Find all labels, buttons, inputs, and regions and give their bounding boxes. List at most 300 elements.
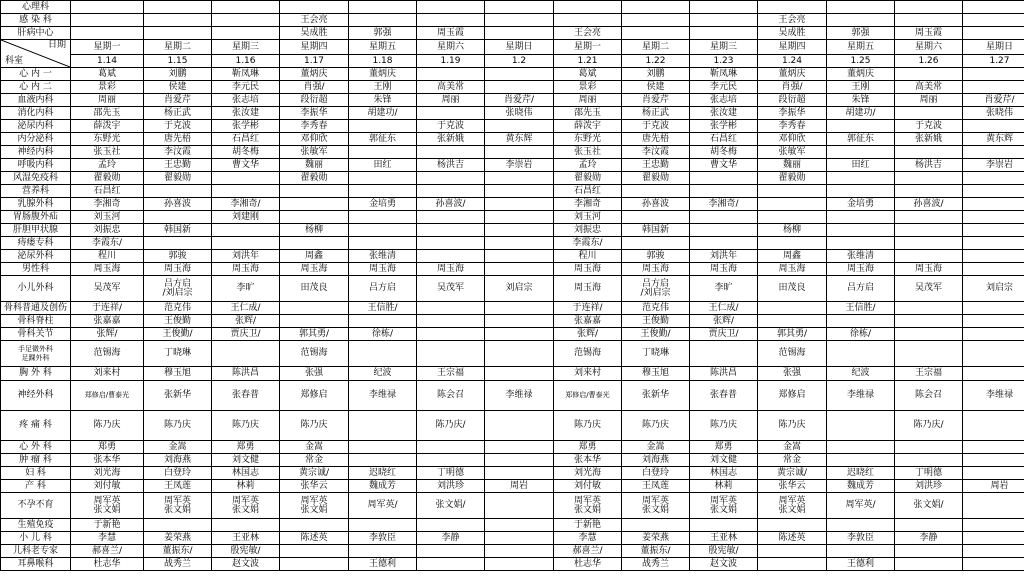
- doctor-cell: 胡冬梅: [690, 146, 758, 159]
- doctor-cell: 李慧: [71, 532, 144, 545]
- dept-name: 乳腺外科: [1, 198, 71, 211]
- doctor-cell: [827, 341, 895, 367]
- doctor-cell: [417, 302, 485, 315]
- doctor-cell: 徐栋/: [827, 328, 895, 341]
- doctor-cell: 李秀春: [280, 120, 349, 133]
- doctor-cell: 东野光: [554, 133, 622, 146]
- doctor-cell: [485, 27, 554, 40]
- dept-name: 心 内 二: [1, 81, 71, 94]
- doctor-cell: [349, 120, 417, 133]
- doctor-cell: 丁晓琳: [144, 341, 212, 367]
- doctor-cell: 张敏军: [280, 146, 349, 159]
- doctor-cell: 杜志华: [554, 558, 622, 571]
- doctor-cell: 纪波: [349, 367, 417, 381]
- doctor-cell: 周丽: [554, 94, 622, 107]
- doctor-cell: [963, 14, 1024, 27]
- weekday-header: 星期一: [554, 40, 622, 55]
- doctor-cell: [827, 172, 895, 185]
- doctor-cell: [280, 519, 349, 532]
- doctor-cell: 韩国新: [622, 224, 690, 237]
- schedule-row: [1, 68, 1024, 81]
- cell-line: 周军英: [573, 495, 601, 506]
- doctor-cell: 范锡海: [554, 341, 622, 367]
- doctor-cell: [485, 315, 554, 328]
- dept-name: 肝病中心: [1, 27, 71, 40]
- doctor-cell: [690, 519, 758, 532]
- doctor-cell: 李振华: [280, 107, 349, 120]
- doctor-cell: [485, 532, 554, 545]
- doctor-cell: 战秀兰: [144, 558, 212, 571]
- doctor-cell: 周岩: [963, 480, 1024, 493]
- schedule-row: [1, 341, 1024, 367]
- schedule-row: [1, 532, 1024, 545]
- doctor-cell: [622, 276, 690, 302]
- doctor-cell: [212, 341, 280, 367]
- doctor-cell: [212, 224, 280, 237]
- doctor-cell: 韩国新: [144, 224, 212, 237]
- dept-name: 产 科: [1, 480, 71, 493]
- doctor-cell: [895, 1, 963, 14]
- doctor-cell: [144, 27, 212, 40]
- doctor-cell: 白登玲: [144, 467, 212, 480]
- doctor-cell: 刘洪年: [690, 250, 758, 263]
- doctor-cell: [280, 237, 349, 250]
- doctor-cell: 刘振忠: [71, 224, 144, 237]
- doctor-cell: 王会亮: [554, 27, 622, 40]
- doctor-cell: 李秀春: [758, 120, 827, 133]
- doctor-cell: 张维清: [349, 250, 417, 263]
- schedule-row: [1, 185, 1024, 198]
- cell-line: 吴茂军: [93, 283, 121, 293]
- doctor-cell: [485, 1, 554, 14]
- doctor-cell: 陈乃庆/: [417, 411, 485, 441]
- dept-name: 骨科脊柱: [1, 315, 71, 328]
- doctor-cell: 李静: [895, 532, 963, 545]
- doctor-cell: 郑勇: [690, 441, 758, 454]
- doctor-cell: 薛泼宇: [554, 120, 622, 133]
- date-header: 1.25: [827, 55, 895, 68]
- dept-name: 小儿外科: [1, 276, 71, 302]
- doctor-cell: 杜志华: [71, 558, 144, 571]
- dept-name: 泌尿内科: [1, 120, 71, 133]
- doctor-cell: 纪波: [827, 367, 895, 381]
- doctor-cell: [349, 146, 417, 159]
- doctor-cell: 景彩: [71, 81, 144, 94]
- doctor-cell: 魏成芳: [827, 480, 895, 493]
- doctor-cell: 杨柳: [280, 224, 349, 237]
- doctor-cell: [827, 493, 895, 519]
- doctor-cell: 董炳庆: [349, 68, 417, 81]
- doctor-cell: 刘来村: [71, 367, 144, 381]
- cell-line: 张文娟: [573, 504, 601, 515]
- doctor-cell: 陈述英: [758, 532, 827, 545]
- doctor-cell: 周岩: [485, 480, 554, 493]
- doctor-cell: 孙喜波: [622, 198, 690, 211]
- doctor-cell: 张嘉嘉: [554, 315, 622, 328]
- doctor-cell: 刘海燕: [622, 454, 690, 467]
- doctor-cell: [349, 172, 417, 185]
- doctor-cell: 张春普: [690, 381, 758, 411]
- dept-name: [1, 341, 71, 367]
- doctor-cell: [417, 519, 485, 532]
- doctor-cell: 郑修启/曹泰光: [554, 381, 622, 411]
- doctor-cell: 黄东辉: [485, 133, 554, 146]
- doctor-cell: 王俊勤/: [622, 328, 690, 341]
- doctor-cell: [71, 276, 144, 302]
- doctor-cell: 张志培: [212, 94, 280, 107]
- doctor-cell: 肖爱芹: [144, 94, 212, 107]
- doctor-cell: [349, 545, 417, 558]
- doctor-cell: 赵文波: [212, 558, 280, 571]
- cell-line: 周军英/: [367, 500, 398, 510]
- doctor-cell: 刘振忠: [554, 224, 622, 237]
- date-header: 1.16: [212, 55, 280, 68]
- doctor-cell: 张新娥: [417, 133, 485, 146]
- schedule-row: [1, 94, 1024, 107]
- doctor-cell: 张学彬: [212, 120, 280, 133]
- doctor-cell: 高美常: [417, 81, 485, 94]
- dept-name: 骨科关节: [1, 328, 71, 341]
- doctor-cell: [349, 341, 417, 367]
- dept-name: 妇 科: [1, 467, 71, 480]
- schedule-row: [1, 519, 1024, 532]
- schedule-row: [1, 315, 1024, 328]
- doctor-cell: 孙喜波: [144, 198, 212, 211]
- dept-name: 胸 外 科: [1, 367, 71, 381]
- doctor-cell: [485, 441, 554, 454]
- doctor-cell: 薛泼宇: [71, 120, 144, 133]
- doctor-cell: 张春普: [212, 381, 280, 411]
- dept-name: 肿 瘤 科: [1, 454, 71, 467]
- doctor-cell: 周玉海: [895, 263, 963, 276]
- schedule-row: [1, 328, 1024, 341]
- doctor-cell: 李汶霞: [622, 146, 690, 159]
- doctor-cell: 高美常: [895, 81, 963, 94]
- doctor-cell: 王宗福: [417, 367, 485, 381]
- doctor-cell: [622, 27, 690, 40]
- doctor-cell: 王会亮: [758, 14, 827, 27]
- doctor-cell: 陈乃庆: [71, 411, 144, 441]
- doctor-cell: [485, 172, 554, 185]
- dept-name: 小 儿 科: [1, 532, 71, 545]
- doctor-cell: [690, 172, 758, 185]
- dept-name: 神经内科: [1, 146, 71, 159]
- cell-line: 张文娟: [778, 504, 806, 515]
- cell-line: 刘启宗: [985, 283, 1013, 293]
- doctor-cell: 郭其勇/: [758, 328, 827, 341]
- cell-line: 吴茂军: [436, 283, 464, 293]
- doctor-cell: 杨柳: [758, 224, 827, 237]
- doctor-cell: 张晓伟: [485, 107, 554, 120]
- dept-name: 疼 痛 科: [1, 411, 71, 441]
- date-header: 1.27: [963, 55, 1024, 68]
- doctor-cell: 刘洪珍: [417, 480, 485, 493]
- doctor-cell: [963, 224, 1024, 237]
- dept-name: 胃肠腹外疝: [1, 211, 71, 224]
- schedule-row: [1, 81, 1024, 94]
- doctor-cell: [827, 1, 895, 14]
- date-header: 1.17: [280, 55, 349, 68]
- doctor-cell: 李湘奇: [554, 198, 622, 211]
- doctor-cell: [349, 211, 417, 224]
- cell-line: 张文娟: [709, 504, 737, 515]
- doctor-cell: 靳凤琳: [690, 68, 758, 81]
- doctor-cell: 邵先玉: [554, 107, 622, 120]
- weekday-header: 星期三: [212, 40, 280, 55]
- doctor-cell: 徐栋/: [349, 328, 417, 341]
- doctor-cell: 王宗福: [895, 367, 963, 381]
- doctor-cell: 张新华: [622, 381, 690, 411]
- doctor-cell: [827, 146, 895, 159]
- schedule-row: [1, 107, 1024, 120]
- dept-name: 泌尿外科: [1, 250, 71, 263]
- dept-name: 风湿免疫科: [1, 172, 71, 185]
- doctor-cell: [690, 276, 758, 302]
- doctor-cell: 周玉海: [622, 263, 690, 276]
- doctor-cell: 刘海燕: [144, 454, 212, 467]
- doctor-cell: 于克波: [417, 120, 485, 133]
- doctor-cell: 肖爱芹/: [963, 94, 1024, 107]
- doctor-cell: [485, 81, 554, 94]
- doctor-cell: 周丽: [417, 94, 485, 107]
- doctor-cell: 张本华: [71, 454, 144, 467]
- doctor-cell: [963, 441, 1024, 454]
- doctor-cell: [417, 172, 485, 185]
- doctor-cell: 陈乃庆: [622, 411, 690, 441]
- schedule-row: [1, 276, 1024, 302]
- doctor-cell: [963, 545, 1024, 558]
- doctor-cell: [349, 1, 417, 14]
- cell-line: 刘启宗: [505, 283, 533, 293]
- doctor-cell: 陈乃庆: [144, 411, 212, 441]
- cell-line: 张文娟: [641, 504, 669, 515]
- doctor-cell: [758, 493, 827, 519]
- doctor-cell: [963, 493, 1024, 519]
- doctor-cell: [485, 519, 554, 532]
- doctor-cell: 曹文华: [212, 159, 280, 172]
- doctor-cell: 王德利: [827, 558, 895, 571]
- cell-line: 吴茂军: [914, 283, 942, 293]
- doctor-cell: 刘建刚: [212, 211, 280, 224]
- dept-name: 营养科: [1, 185, 71, 198]
- doctor-cell: 魏丽: [280, 159, 349, 172]
- doctor-cell: 周丽: [71, 94, 144, 107]
- doctor-cell: 孙喜波/: [895, 198, 963, 211]
- weekday-header: 星期日: [963, 40, 1024, 55]
- doctor-cell: [417, 454, 485, 467]
- doctor-cell: 郭征东: [349, 133, 417, 146]
- schedule-row: [1, 159, 1024, 172]
- doctor-cell: [622, 211, 690, 224]
- doctor-cell: [485, 250, 554, 263]
- doctor-cell: [690, 341, 758, 367]
- doctor-cell: 王会亮: [280, 14, 349, 27]
- doctor-cell: 肖爱芹: [622, 94, 690, 107]
- doctor-cell: 杨洪吉: [417, 159, 485, 172]
- weekday-header: 星期三: [690, 40, 758, 55]
- doctor-cell: 葛斌: [554, 68, 622, 81]
- doctor-cell: 贾庆卫/: [212, 328, 280, 341]
- doctor-cell: 贾庆卫/: [690, 328, 758, 341]
- cell-line: 周军英: [300, 495, 328, 506]
- doctor-cell: 肖强/: [280, 81, 349, 94]
- doctor-cell: 战秀兰: [622, 558, 690, 571]
- doctor-cell: [827, 237, 895, 250]
- doctor-cell: [485, 68, 554, 81]
- doctor-cell: [349, 237, 417, 250]
- doctor-cell: [690, 237, 758, 250]
- doctor-cell: 周玉海: [144, 263, 212, 276]
- doctor-cell: 邵先玉: [71, 107, 144, 120]
- doctor-cell: 董炳庆: [827, 68, 895, 81]
- doctor-cell: 张辉/: [690, 315, 758, 328]
- doctor-cell: [417, 328, 485, 341]
- doctor-cell: [144, 1, 212, 14]
- doctor-cell: [212, 14, 280, 27]
- doctor-cell: [349, 493, 417, 519]
- doctor-cell: [554, 14, 622, 27]
- doctor-cell: 李霞东/: [554, 237, 622, 250]
- doctor-cell: [895, 519, 963, 532]
- schedule-row: [1, 411, 1024, 441]
- doctor-cell: [212, 27, 280, 40]
- doctor-cell: [963, 367, 1024, 381]
- doctor-cell: 张新娥: [895, 133, 963, 146]
- doctor-cell: [485, 341, 554, 367]
- doctor-cell: [963, 263, 1024, 276]
- doctor-cell: [758, 558, 827, 571]
- doctor-cell: 周玉海: [758, 263, 827, 276]
- doctor-cell: 张辉/: [554, 328, 622, 341]
- doctor-cell: 李维禄: [827, 381, 895, 411]
- cell-line: 周玉海: [573, 283, 601, 293]
- doctor-cell: [622, 1, 690, 14]
- doctor-cell: [690, 493, 758, 519]
- weekday-header: 星期二: [622, 40, 690, 55]
- doctor-cell: [349, 519, 417, 532]
- doctor-cell: [485, 545, 554, 558]
- doctor-cell: 侯建: [144, 81, 212, 94]
- doctor-cell: 王凤莲: [622, 480, 690, 493]
- doctor-cell: 王亚林: [212, 532, 280, 545]
- doctor-cell: 张强: [758, 367, 827, 381]
- dept-name: 神经外科: [1, 381, 71, 411]
- date-header: 1.14: [71, 55, 144, 68]
- schedule-row: [1, 172, 1024, 185]
- doctor-cell: 张嘉嘉: [71, 315, 144, 328]
- doctor-cell: 陈述英: [280, 532, 349, 545]
- doctor-cell: 魏成芳: [349, 480, 417, 493]
- doctor-cell: [212, 172, 280, 185]
- dept-name: 血液内科: [1, 94, 71, 107]
- doctor-cell: 胡建功/: [349, 107, 417, 120]
- doctor-cell: 靳凤琳: [212, 68, 280, 81]
- schedule-row: [1, 120, 1024, 133]
- doctor-cell: 林国志: [212, 467, 280, 480]
- doctor-cell: [963, 558, 1024, 571]
- doctor-cell: [485, 237, 554, 250]
- doctor-cell: [827, 211, 895, 224]
- doctor-cell: [485, 328, 554, 341]
- doctor-cell: 李维禄: [349, 381, 417, 411]
- cell-line: 张文娟: [163, 504, 191, 515]
- schedule-row: [1, 14, 1024, 27]
- doctor-cell: [417, 341, 485, 367]
- doctor-cell: 周玉海: [349, 263, 417, 276]
- doctor-cell: 王刚: [827, 81, 895, 94]
- dept-name: 呼吸内科: [1, 159, 71, 172]
- doctor-cell: [895, 237, 963, 250]
- doctor-cell: [963, 27, 1024, 40]
- doctor-cell: 翟毅勋: [554, 172, 622, 185]
- doctor-cell: [963, 237, 1024, 250]
- doctor-cell: [827, 441, 895, 454]
- doctor-cell: 陈乃庆: [280, 411, 349, 441]
- doctor-cell: 白登玲: [622, 467, 690, 480]
- schedule-row: [1, 302, 1024, 315]
- doctor-cell: 刘付敏: [71, 480, 144, 493]
- doctor-cell: 周玉海: [280, 263, 349, 276]
- doctor-cell: [280, 302, 349, 315]
- doctor-cell: [827, 545, 895, 558]
- date-header: 1.18: [349, 55, 417, 68]
- doctor-cell: [963, 519, 1024, 532]
- doctor-cell: 郑勇: [71, 441, 144, 454]
- doctor-cell: 陈乃庆: [554, 411, 622, 441]
- doctor-cell: 金培勇: [827, 198, 895, 211]
- doctor-cell: 周鑫: [758, 250, 827, 263]
- doctor-cell: 黄宗诚/: [758, 467, 827, 480]
- doctor-cell: 陈会召: [895, 381, 963, 411]
- doctor-cell: 董振东/: [622, 545, 690, 558]
- doctor-cell: [895, 454, 963, 467]
- doctor-cell: 张华云: [280, 480, 349, 493]
- doctor-cell: 段衍超: [758, 94, 827, 107]
- doctor-cell: 李敦臣: [827, 532, 895, 545]
- doctor-cell: 迟晓红: [349, 467, 417, 480]
- doctor-cell: [280, 545, 349, 558]
- doctor-cell: [963, 467, 1024, 480]
- doctor-cell: 郑修启/曹泰光: [71, 381, 144, 411]
- schedule-row: [1, 224, 1024, 237]
- doctor-cell: [144, 493, 212, 519]
- doctor-cell: [349, 454, 417, 467]
- doctor-cell: [417, 276, 485, 302]
- doctor-cell: 杨正武: [622, 107, 690, 120]
- doctor-cell: 刘文健: [212, 454, 280, 467]
- doctor-cell: 张玉社: [554, 146, 622, 159]
- doctor-cell: [758, 276, 827, 302]
- doctor-cell: [417, 185, 485, 198]
- doctor-cell: [963, 276, 1024, 302]
- doctor-cell: [895, 224, 963, 237]
- doctor-cell: [144, 276, 212, 302]
- schedule-row: [1, 480, 1024, 493]
- doctor-cell: [622, 519, 690, 532]
- doctor-cell: [690, 211, 758, 224]
- doctor-cell: 陈乃庆: [758, 411, 827, 441]
- doctor-cell: 张辉/: [212, 315, 280, 328]
- doctor-cell: 田红: [349, 159, 417, 172]
- doctor-cell: [485, 185, 554, 198]
- doctor-cell: [690, 27, 758, 40]
- schedule-row: [1, 27, 1024, 40]
- doctor-cell: [280, 276, 349, 302]
- weekday-header: 星期二: [144, 40, 212, 55]
- doctor-cell: 李崇岩: [963, 159, 1024, 172]
- doctor-cell: 王信胜/: [827, 302, 895, 315]
- doctor-cell: [963, 68, 1024, 81]
